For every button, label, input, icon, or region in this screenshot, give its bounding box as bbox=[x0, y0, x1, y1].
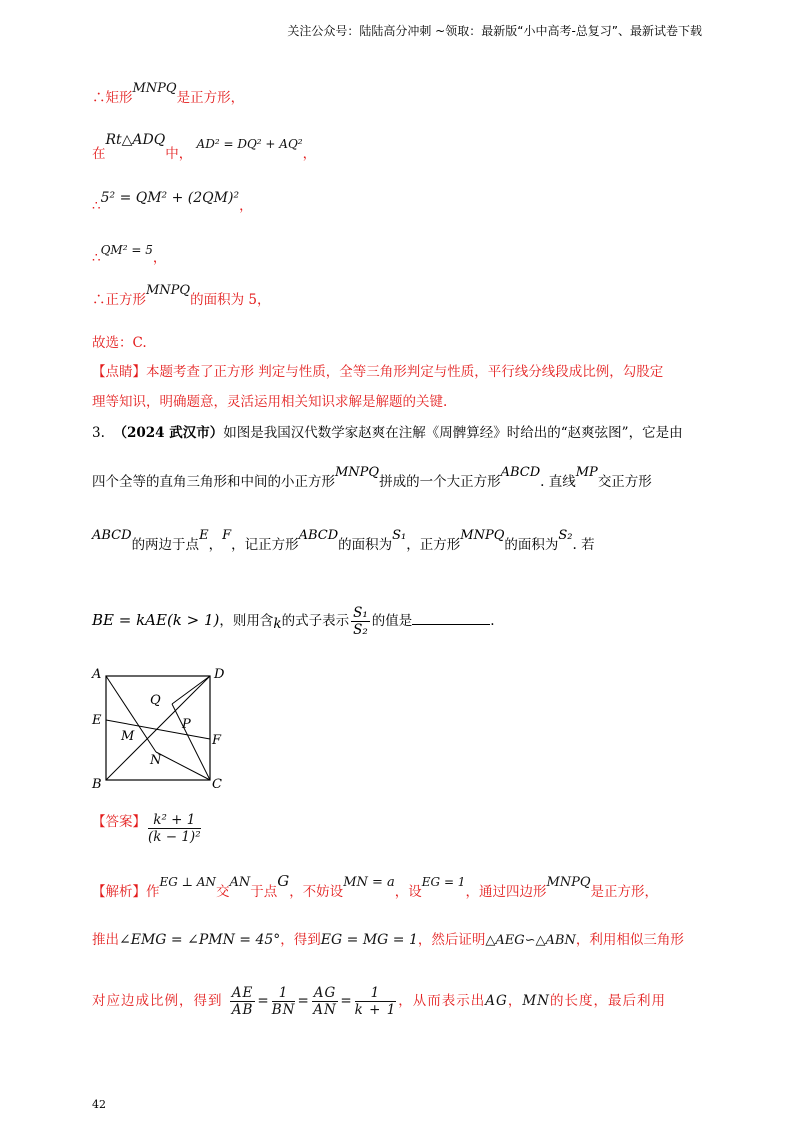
page-header: 关注公众号：陆陆高分冲刺 ~领取：最新版“小中高考-总复习”、最新试卷下载 bbox=[287, 24, 702, 38]
text: 是正方形， bbox=[176, 90, 245, 106]
math: MNPQ bbox=[460, 528, 505, 543]
text: ，通过四边形 bbox=[465, 884, 547, 900]
answer-fraction bbox=[148, 812, 201, 845]
text: 的面积为 5， bbox=[190, 292, 271, 308]
denominator: AB bbox=[231, 1002, 254, 1018]
text: . 直线 bbox=[540, 474, 576, 490]
denominator: k + 1 bbox=[354, 1002, 397, 1018]
math: ABCD bbox=[298, 528, 339, 543]
solution-line-5 bbox=[92, 283, 271, 308]
math: F bbox=[222, 528, 232, 543]
text: 于点 bbox=[250, 884, 278, 900]
question-line-1 bbox=[92, 421, 683, 441]
text: ，正方形 bbox=[406, 537, 461, 553]
denominator: (k − 1)² bbox=[148, 829, 201, 845]
question-line-2 bbox=[92, 465, 652, 490]
math: MNPQ bbox=[335, 465, 380, 480]
math: △AEG∽△ABN bbox=[485, 933, 576, 948]
solution-line-3 bbox=[92, 186, 253, 214]
math: MN bbox=[522, 993, 550, 1009]
math: BE = kAE(k > 1) bbox=[92, 611, 220, 629]
denominator: S₂ bbox=[353, 622, 368, 638]
numerator: AG bbox=[313, 985, 337, 1001]
text: 推出 bbox=[92, 932, 119, 948]
zhao-shuang-figure bbox=[88, 664, 248, 798]
math: EG = 1 bbox=[421, 875, 466, 889]
text: ∴矩形 bbox=[92, 90, 133, 106]
math: EG ⊥ AN bbox=[159, 875, 216, 889]
solution-line-2 bbox=[92, 132, 317, 162]
comment-line-2: 理等知识，明确题意，灵活运用相关知识求解是解题的关键. bbox=[92, 394, 448, 410]
text: 的值是 bbox=[371, 613, 413, 629]
text: . bbox=[490, 613, 495, 629]
text: ，得到 bbox=[280, 932, 321, 948]
text: ∴ bbox=[92, 250, 101, 266]
fraction bbox=[355, 985, 397, 1018]
math: AD² = DQ² + AQ² bbox=[196, 137, 303, 151]
text: 的面积为 bbox=[504, 537, 559, 553]
text: ， bbox=[507, 993, 523, 1009]
text: 对应边成比例，得到 bbox=[92, 993, 223, 1009]
math: AN bbox=[229, 875, 251, 890]
math: MNPQ bbox=[146, 283, 191, 298]
page-number: 42 bbox=[92, 1098, 106, 1111]
answer-line bbox=[92, 812, 203, 845]
math: Rt△ADQ bbox=[105, 132, 166, 148]
math: E bbox=[199, 528, 209, 543]
equals: = bbox=[257, 993, 270, 1009]
label-Q: Q bbox=[150, 693, 161, 708]
fraction bbox=[272, 985, 296, 1018]
math: ABCD bbox=[500, 465, 541, 480]
text: 的面积为 bbox=[338, 537, 393, 553]
equals: = bbox=[297, 993, 310, 1009]
solution-line-6: 故选：C. bbox=[92, 335, 147, 351]
math: G bbox=[277, 872, 290, 890]
text: ∴正方形 bbox=[92, 292, 146, 308]
equals: = bbox=[340, 993, 353, 1009]
text: ， bbox=[239, 198, 253, 214]
solution-line-1 bbox=[92, 81, 245, 106]
math: MNPQ bbox=[546, 875, 591, 890]
numerator: AE bbox=[231, 985, 254, 1001]
text: 拼成的一个大正方形 bbox=[379, 474, 501, 490]
label-B: B bbox=[92, 777, 102, 792]
text: 如图是我国汉代数学家赵爽在注解《周髀算经》时给出的“赵爽弦图”，它是由 bbox=[223, 425, 683, 441]
text: 四个全等的直角三角形和中间的小正方形 bbox=[92, 474, 335, 490]
text: ， bbox=[208, 537, 223, 553]
comment-line-1: 【点睛】本题考查了正方形 判定与性质，全等三角形判定与性质，平行线分线段成比例，勾股定 bbox=[92, 364, 664, 380]
question-source: （2024 武汉市） bbox=[113, 425, 224, 441]
text: 的长度，最后利用 bbox=[549, 993, 666, 1009]
analysis-line-2 bbox=[92, 928, 684, 948]
denominator: AN bbox=[313, 1002, 337, 1018]
label-F: F bbox=[212, 733, 222, 748]
text: ，然后证明 bbox=[417, 932, 486, 948]
label-A: A bbox=[92, 667, 102, 682]
label-N: N bbox=[150, 753, 162, 768]
text: ， bbox=[152, 250, 167, 266]
numerator: k² + 1 bbox=[148, 812, 201, 829]
numerator: 1 bbox=[272, 985, 296, 1002]
math: ∠EMG = ∠PMN = 45° bbox=[119, 932, 281, 948]
label-D: D bbox=[214, 667, 225, 682]
line-NC bbox=[156, 752, 210, 780]
math: ABCD bbox=[92, 528, 132, 543]
text: ， bbox=[302, 146, 317, 162]
fraction bbox=[351, 605, 370, 638]
question-number: 3. bbox=[92, 425, 105, 441]
text: ，记正方形 bbox=[231, 537, 299, 553]
label-E: E bbox=[92, 713, 102, 728]
text: ，不妨设 bbox=[289, 884, 344, 900]
label-C: C bbox=[212, 777, 222, 792]
line-DP bbox=[172, 676, 210, 704]
text: 交 bbox=[215, 884, 230, 900]
fraction bbox=[312, 985, 339, 1018]
question-line-4 bbox=[92, 605, 495, 638]
text: . 若 bbox=[572, 537, 595, 553]
math: 5² = QM² + (2QM)² bbox=[100, 190, 240, 206]
answer-blank bbox=[412, 612, 490, 625]
text: 的式子表示 bbox=[281, 613, 350, 629]
solution-line-4 bbox=[92, 238, 167, 266]
math: MNPQ bbox=[132, 81, 177, 96]
text: 交正方形 bbox=[597, 474, 652, 490]
question-line-3 bbox=[92, 528, 595, 553]
numerator: S₁ bbox=[353, 605, 368, 621]
text: ，则用含 bbox=[219, 613, 274, 629]
denominator: BN bbox=[271, 1002, 296, 1018]
analysis-line-1 bbox=[92, 872, 659, 900]
math: AG bbox=[485, 993, 508, 1009]
analysis-line-3 bbox=[92, 985, 666, 1018]
text: ，利用相似三角形 bbox=[575, 932, 684, 948]
text: ，从而表示出 bbox=[398, 993, 486, 1009]
math: EG = MG = 1 bbox=[320, 932, 418, 948]
fraction bbox=[230, 985, 256, 1018]
text: 在 bbox=[92, 146, 106, 162]
text: ∴ bbox=[92, 198, 101, 214]
answer-label: 【答案】 bbox=[92, 814, 146, 830]
text: 的两边于点 bbox=[131, 537, 200, 553]
label-M: M bbox=[121, 729, 135, 744]
text: 中， bbox=[165, 146, 193, 162]
math: S₂ bbox=[558, 528, 573, 543]
text: ，设 bbox=[394, 884, 422, 900]
line-PC bbox=[172, 704, 210, 780]
math: MN = a bbox=[343, 875, 395, 890]
math: k bbox=[273, 616, 282, 632]
text: 【解析】作 bbox=[92, 884, 160, 900]
numerator: 1 bbox=[355, 985, 397, 1002]
math: MP bbox=[575, 465, 598, 480]
text: 是正方形， bbox=[590, 884, 659, 900]
math: S₁ bbox=[392, 528, 407, 543]
math: QM² = 5 bbox=[100, 243, 153, 257]
label-P: P bbox=[182, 717, 191, 732]
